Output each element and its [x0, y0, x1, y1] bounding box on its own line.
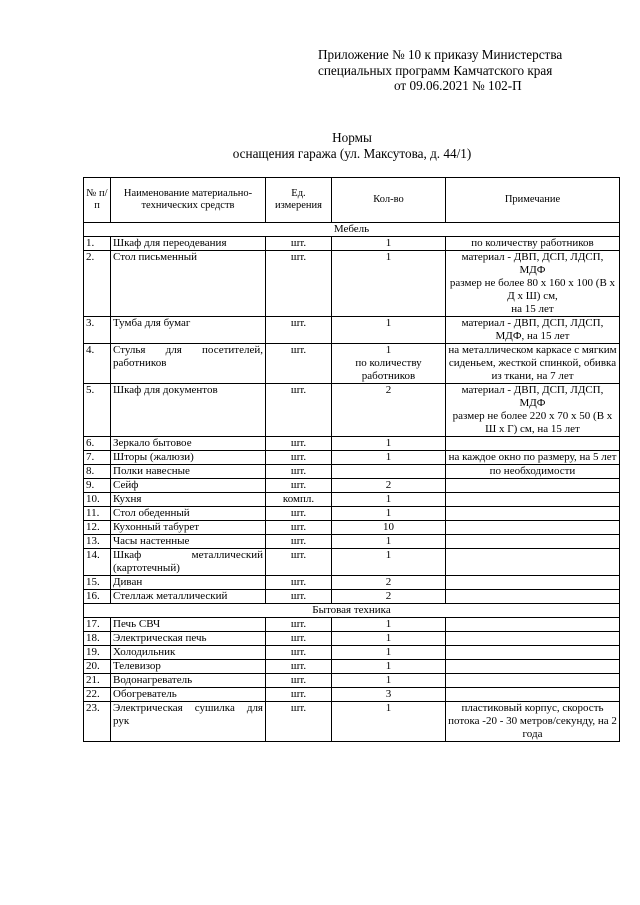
row-name: Диван: [111, 576, 266, 590]
table-row: [84, 576, 620, 590]
row-note: на каждое окно по размеру, на 5 лет: [446, 451, 620, 465]
row-name: Часы настенные: [111, 535, 266, 549]
row-name: Телевизор: [111, 660, 266, 674]
row-note: материал - ДВП, ДСП, ЛДСП, МДФ размер не более 80 х 160 х 100 (В х Д х Ш) см, на 15 лет: [446, 251, 620, 317]
row-note: [446, 576, 620, 590]
row-unit: шт.: [266, 549, 332, 576]
row-number: 22.: [84, 688, 111, 702]
row-quantity: 10: [332, 521, 446, 535]
document-title: Нормы: [332, 130, 372, 145]
row-note: [446, 646, 620, 660]
row-number: 9.: [84, 479, 111, 493]
order-reference-line-1: Приложение № 10 к приказу Министерства: [318, 47, 563, 62]
row-number: 1.: [84, 237, 111, 251]
row-unit: шт.: [266, 251, 332, 317]
column-header-num: № п/п: [84, 178, 111, 223]
row-quantity: 1: [332, 632, 446, 646]
row-name: Кухонный табурет: [111, 521, 266, 535]
table-row: [84, 549, 620, 576]
row-note: [446, 618, 620, 632]
row-unit: шт.: [266, 702, 332, 742]
row-unit: шт.: [266, 632, 332, 646]
row-name: Обогреватель: [111, 688, 266, 702]
row-quantity: 1: [332, 549, 446, 576]
row-unit: шт.: [266, 507, 332, 521]
document-subtitle: оснащения гаража (ул. Максутова, д. 44/1): [232, 146, 472, 161]
row-number: 3.: [84, 317, 111, 344]
row-number: 15.: [84, 576, 111, 590]
row-unit: шт.: [266, 317, 332, 344]
row-number: 5.: [84, 384, 111, 437]
row-number: 10.: [84, 493, 111, 507]
row-quantity: 1: [332, 317, 446, 344]
row-quantity: 1 по количеству работников: [332, 344, 446, 384]
row-note: [446, 688, 620, 702]
row-name: Стеллаж металлический: [111, 590, 266, 604]
row-quantity: [332, 465, 446, 479]
table-row: [84, 632, 620, 646]
table-body: [84, 223, 620, 742]
table-row: [84, 590, 620, 604]
row-quantity: 1: [332, 702, 446, 742]
table-row: [84, 660, 620, 674]
row-unit: шт.: [266, 618, 332, 632]
row-number: 2.: [84, 251, 111, 317]
table-row: [84, 702, 620, 742]
row-name: Стол обеденный: [111, 507, 266, 521]
row-name: Шторы (жалюзи): [111, 451, 266, 465]
row-number: 4.: [84, 344, 111, 384]
section-row: [84, 604, 620, 618]
row-unit: шт.: [266, 576, 332, 590]
section-title: Бытовая техника: [84, 604, 620, 618]
row-quantity: 1: [332, 251, 446, 317]
row-name: Электрическая сушилка для рук: [111, 702, 266, 742]
row-number: 14.: [84, 549, 111, 576]
row-unit: шт.: [266, 344, 332, 384]
row-quantity: 2: [332, 384, 446, 437]
order-reference-line-2: специальных программ Камчатского края: [318, 62, 553, 78]
row-name: Шкаф для документов: [111, 384, 266, 437]
row-note: [446, 632, 620, 646]
column-header-qty: Кол-во: [332, 178, 446, 223]
table-row: [84, 237, 620, 251]
table-row: [84, 465, 620, 479]
row-quantity: 1: [332, 493, 446, 507]
row-note: по количеству работников: [446, 237, 620, 251]
row-number: 13.: [84, 535, 111, 549]
table-row: [84, 451, 620, 465]
row-note: [446, 479, 620, 493]
row-quantity: 2: [332, 576, 446, 590]
row-unit: шт.: [266, 465, 332, 479]
table-row: [84, 384, 620, 437]
table-row: [84, 535, 620, 549]
row-name: Печь СВЧ: [111, 618, 266, 632]
table-row: [84, 521, 620, 535]
row-number: 23.: [84, 702, 111, 742]
row-quantity: 1: [332, 237, 446, 251]
row-quantity: 2: [332, 590, 446, 604]
row-note: [446, 549, 620, 576]
row-quantity: 1: [332, 674, 446, 688]
row-number: 8.: [84, 465, 111, 479]
row-unit: компл.: [266, 493, 332, 507]
row-unit: шт.: [266, 646, 332, 660]
row-unit: шт.: [266, 451, 332, 465]
row-name: Сейф: [111, 479, 266, 493]
row-number: 7.: [84, 451, 111, 465]
row-note: по необходимости: [446, 465, 620, 479]
row-unit: шт.: [266, 521, 332, 535]
row-name: Стулья для посетителей, работников: [111, 344, 266, 384]
row-note: [446, 590, 620, 604]
row-note: пластиковый корпус, скорость потока -20 - 30 метров/секунду, на 2 года: [446, 702, 620, 742]
table-row: [84, 344, 620, 384]
table-row: [84, 493, 620, 507]
table-row: [84, 437, 620, 451]
table-row: [84, 507, 620, 521]
row-note: [446, 507, 620, 521]
row-note: на металлическом каркасе с мягким сиденьем, жесткой спинкой, обивка из ткани, на 7 лет: [446, 344, 620, 384]
norms-table: [83, 177, 620, 742]
order-reference: [318, 47, 618, 94]
row-unit: шт.: [266, 674, 332, 688]
table-row: [84, 674, 620, 688]
row-name: Водонагреватель: [111, 674, 266, 688]
row-quantity: 3: [332, 688, 446, 702]
row-note: [446, 535, 620, 549]
row-number: 20.: [84, 660, 111, 674]
row-number: 12.: [84, 521, 111, 535]
row-quantity: 1: [332, 437, 446, 451]
row-name: Тумба для бумаг: [111, 317, 266, 344]
row-unit: шт.: [266, 590, 332, 604]
table-header-row: [84, 178, 620, 223]
section-title: Мебель: [84, 223, 620, 237]
row-number: 6.: [84, 437, 111, 451]
row-number: 17.: [84, 618, 111, 632]
row-unit: шт.: [266, 688, 332, 702]
row-name: Холодильник: [111, 646, 266, 660]
table-row: [84, 479, 620, 493]
row-number: 21.: [84, 674, 111, 688]
row-name: Электрическая печь: [111, 632, 266, 646]
row-name: Зеркало бытовое: [111, 437, 266, 451]
table-row: [84, 317, 620, 344]
row-note: [446, 674, 620, 688]
column-header-unit: Ед. измерения: [266, 178, 332, 223]
row-quantity: 1: [332, 451, 446, 465]
row-number: 11.: [84, 507, 111, 521]
row-note: [446, 493, 620, 507]
row-name: Кухня: [111, 493, 266, 507]
column-header-note: Примечание: [446, 178, 620, 223]
row-unit: шт.: [266, 479, 332, 493]
row-number: 16.: [84, 590, 111, 604]
row-note: материал - ДВП, ДСП, ЛДСП, МДФ, на 15 лет: [446, 317, 620, 344]
row-number: 19.: [84, 646, 111, 660]
row-unit: шт.: [266, 237, 332, 251]
row-name: Полки навесные: [111, 465, 266, 479]
row-name: Стол письменный: [111, 251, 266, 317]
row-quantity: 1: [332, 646, 446, 660]
row-quantity: 1: [332, 507, 446, 521]
row-note: [446, 437, 620, 451]
row-unit: шт.: [266, 660, 332, 674]
row-note: материал - ДВП, ДСП, ЛДСП, МДФ размер не более 220 х 70 х 50 (В х Ш х Г) см, на 15 лет: [446, 384, 620, 437]
table-row: [84, 251, 620, 317]
row-name: Шкаф металлический (картотечный): [111, 549, 266, 576]
row-unit: шт.: [266, 535, 332, 549]
table-row: [84, 618, 620, 632]
row-quantity: 2: [332, 479, 446, 493]
row-unit: шт.: [266, 384, 332, 437]
table-row: [84, 646, 620, 660]
row-name: Шкаф для переодевания: [111, 237, 266, 251]
order-reference-line-3: от 09.06.2021 № 102-П: [394, 78, 522, 93]
column-header-name: Наименование материально-технических средств: [111, 178, 266, 223]
row-number: 18.: [84, 632, 111, 646]
row-note: [446, 521, 620, 535]
row-note: [446, 660, 620, 674]
row-quantity: 1: [332, 660, 446, 674]
row-quantity: 1: [332, 535, 446, 549]
section-row: [84, 223, 620, 237]
row-unit: шт.: [266, 437, 332, 451]
table-row: [84, 688, 620, 702]
row-quantity: 1: [332, 618, 446, 632]
